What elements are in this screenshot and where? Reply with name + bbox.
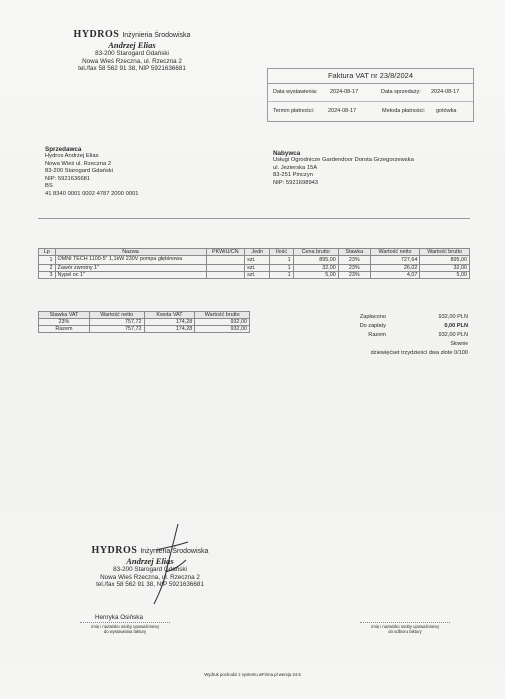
issuer-caption (80, 624, 170, 634)
seller-line: NIP: 5921636681 (45, 175, 91, 182)
issuer-caption-line1: Imię i nazwisko osoby upoważnionej (91, 624, 159, 629)
summary-block (300, 314, 468, 384)
cell-net: 757,72 (89, 326, 144, 333)
items-table (38, 248, 470, 279)
cell-gross: 932,00 (195, 326, 250, 333)
invoice-info-box (267, 68, 474, 122)
seller-line: Nowa Wieś ul. Rzeczna 2 (45, 160, 112, 167)
col-header: Lp (39, 249, 56, 256)
issue-date: 2024-08-17 (330, 89, 359, 95)
stamp-name: Andrzej Elias (126, 556, 174, 566)
cell-lp: 3 (39, 271, 56, 278)
cell-pkwiu (206, 256, 245, 265)
cell-gross: 932,00 (195, 319, 250, 326)
cell-rate: Razem (39, 326, 90, 333)
total-label: Razem (368, 332, 386, 338)
receiver-caption (360, 624, 450, 634)
stamp-line2: Nowa Wieś Rzeczna, ul. Rzeczna 2 (82, 57, 182, 65)
table-row (39, 271, 470, 278)
col-header: Wartość netto (370, 249, 420, 256)
buyer-line: NIP: 5921698943 (273, 179, 319, 186)
buyer-line: ul. Jezierska 15A (273, 164, 318, 171)
seller-line: 41 8340 0001 0002 4787 2000 0001 (45, 190, 139, 197)
seller-label: Sprzedawca (45, 146, 82, 153)
receiver-signature-line (360, 622, 450, 623)
due-value: 0,00 PLN (444, 323, 468, 329)
cell-price: 32,00 (293, 264, 338, 271)
cell-vat: 174,28 (144, 319, 195, 326)
table-row (39, 264, 470, 271)
invoice-dates-row (268, 83, 473, 102)
cell-name: Nypel oc 1" (55, 271, 206, 278)
cell-pkwiu (206, 271, 245, 278)
due-label: Do zapłaty (359, 323, 386, 329)
amount-in-words: dziewięćset trzydzieści dwa złote 0/100 (370, 350, 468, 356)
cell-name: OMNI TECH 1100-5" 1,1kW 230V pompa głębinowa (55, 256, 206, 265)
receiver-caption-line2: do odbioru faktury (388, 629, 422, 634)
col-header: Nazwa (55, 249, 206, 256)
cell-net: 757,72 (89, 319, 144, 326)
col-header: Wartość brutto (420, 249, 470, 256)
col-header: Jedn (245, 249, 270, 256)
seller-line: Hydros Andrzej Elias (45, 153, 99, 159)
paid-label: Zapłacono (359, 314, 386, 320)
cell-vat: 174,28 (144, 326, 195, 333)
col-header: PKWiU/CN (206, 249, 245, 256)
total-value: 932,00 PLN (438, 332, 468, 338)
table-row (39, 256, 470, 265)
cell-net: 727,64 (370, 256, 420, 265)
cell-pkwiu (206, 264, 245, 271)
cell-gross: 895,00 (420, 256, 470, 265)
cell-qty: 1 (270, 256, 293, 265)
stamp-line1: 83-200 Starogard Gdański (113, 566, 187, 573)
table-row (39, 326, 250, 333)
cell-lp: 1 (39, 256, 56, 265)
seller-line: 83-200 Starogard Gdański (45, 168, 113, 175)
stamp-line2: Nowa Wieś Rzeczna, ul. Rzeczna 2 (100, 573, 200, 581)
col-header: Wartość brutto (195, 312, 250, 319)
receiver-caption-line1: Imię i nazwisko osoby upoważnionej (371, 624, 439, 629)
stamp-name: Andrzej Elias (108, 40, 156, 50)
cell-unit: szt. (245, 264, 270, 271)
cell-name: Zawór zwrotny 1" (55, 264, 206, 271)
cell-rate: 23% (338, 264, 370, 271)
issuer-signature-line (80, 622, 170, 623)
handwritten-signature (130, 520, 210, 610)
buyer-block (273, 150, 414, 187)
buyer-line: 83-251 Pinczyn (273, 172, 313, 179)
cell-qty: 1 (270, 271, 293, 278)
table-row (39, 319, 250, 326)
cell-rate: 23% (39, 319, 90, 326)
stamp-logo-text: HYDROS (73, 29, 120, 40)
cell-net: 26,02 (370, 264, 420, 271)
stamp-logo (62, 29, 202, 40)
items-header-row (39, 249, 470, 256)
cell-rate: 23% (338, 256, 370, 265)
stamp-line3: tel./fax 58 562 91 38, NIP 5921636681 (78, 65, 186, 72)
col-header: Cena brutto (293, 249, 338, 256)
col-header: Kwota VAT (144, 312, 195, 319)
due-date: 2024-08-17 (328, 108, 357, 114)
stamp-line3: tel./fax 58 562 91 38, NIP 5921636681 (96, 581, 204, 588)
issue-date-label: Data wystawienia: (273, 89, 318, 95)
issuer-caption-line2: do wystawiania faktury (103, 629, 147, 634)
seller-line: BS (45, 183, 53, 190)
stamp-subtitle: Inżynieria Środowiska (122, 32, 191, 39)
cell-rate: 23% (338, 271, 370, 278)
cell-unit: szt. (245, 271, 270, 278)
words-label: Słownie (450, 341, 468, 347)
stamp-logo-text: HYDROS (91, 545, 138, 556)
col-header: Wartość netto (89, 312, 144, 319)
buyer-line: Usługi Ogrodnicze Gardendoor Dorota Grzegorzewska (273, 157, 414, 163)
invoice-payment-row (268, 102, 473, 120)
cell-qty: 1 (270, 264, 293, 271)
vat-table (38, 311, 250, 333)
seller-block (45, 146, 139, 199)
stamp-line1: 83-200 Starogard Gdański (95, 50, 169, 57)
cell-unit: szt. (245, 256, 270, 265)
vat-header-row (39, 312, 250, 319)
cell-price: 895,00 (293, 256, 338, 265)
footer-note: Wydruk pochodzi z systemu wFirma.pl wersja 24.6 (204, 672, 301, 677)
stamp-subtitle: Inżynieria Środowiska (140, 548, 209, 555)
sale-date: 2024-08-17 (431, 89, 460, 95)
header-stamp (62, 29, 202, 73)
paid-value: 932,00 PLN (438, 314, 468, 320)
cell-price: 5,00 (293, 271, 338, 278)
payment-method: gotówka (436, 108, 457, 114)
col-header: Stawka (338, 249, 370, 256)
due-date-label: Termin płatności: (273, 108, 315, 114)
col-header: Ilość (270, 249, 293, 256)
cell-gross: 32,00 (420, 264, 470, 271)
sale-date-label: Data sprzedaży: (381, 89, 421, 95)
cell-gross: 5,00 (420, 271, 470, 278)
buyer-label: Nabywca (273, 150, 301, 157)
payment-method-label: Metoda płatności: (382, 108, 426, 114)
cell-net: 4,07 (370, 271, 420, 278)
cell-lp: 2 (39, 264, 56, 271)
invoice-title: Faktura VAT nr 23/8/2024 (268, 69, 473, 84)
issuer-name: Henryka Osińska (95, 614, 143, 621)
col-header: Stawka VAT (39, 312, 90, 319)
section-divider (38, 218, 470, 219)
